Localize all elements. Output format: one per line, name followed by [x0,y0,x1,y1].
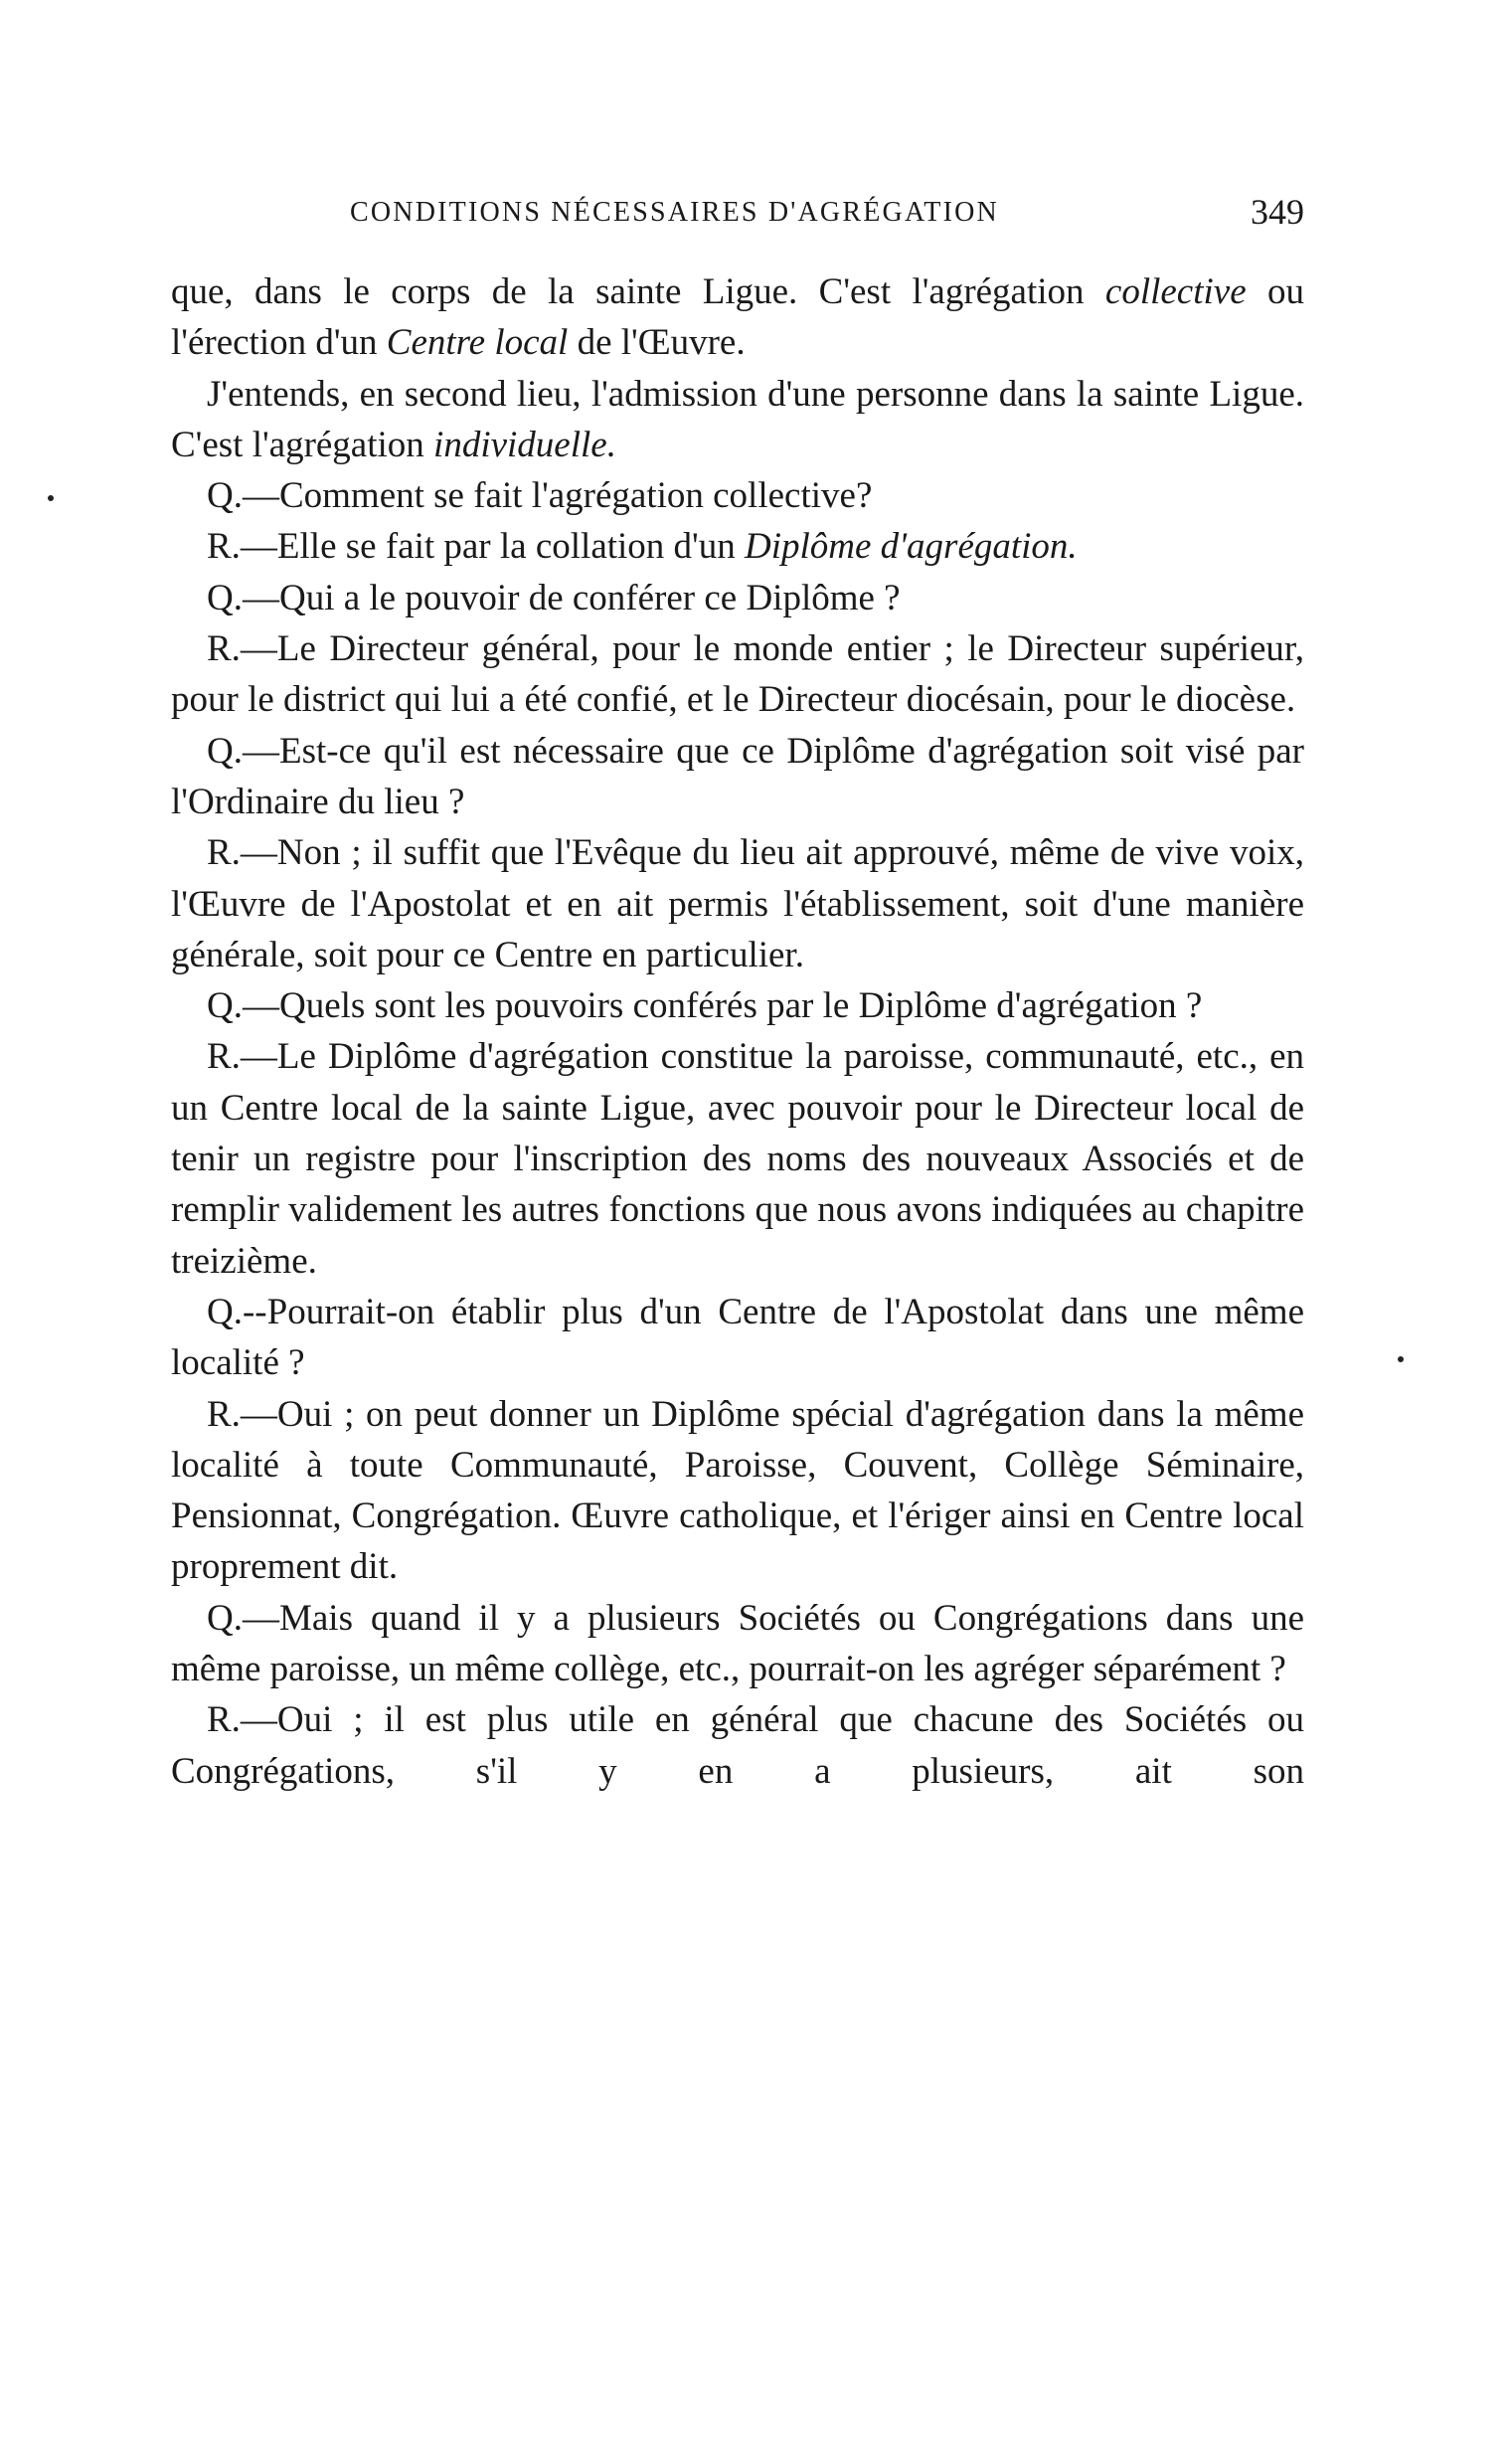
italic-run: individuelle. [433,424,616,465]
text-run: Q.—Quels sont les pouvoirs conférés par le Diplôme d'agrégation ? [207,985,1203,1027]
text-run: J'entends, en second lieu, l'admission d'une personne dans la sainte Ligue. C'est l'agrégation [171,373,1304,465]
text-run: Q.—Est-ce qu'il est nécessaire que ce Diplôme d'agrégation soit visé par l'Ordinaire du lieu ? [171,730,1304,822]
page-number: 349 [1251,192,1304,232]
running-title: CONDITIONS NÉCESSAIRES D'AGRÉGATION [350,197,999,228]
text-run: R.—Le Directeur général, pour le monde entier ; le Directeur supérieur, pour le district qui lui a été confié, et le Directeur diocésain, pour le diocèse. [171,628,1304,721]
running-head [171,191,1304,241]
paragraph [171,1031,1304,1286]
paragraph [171,827,1304,980]
text-run: que, dans le corps de la sainte Ligue. C'est l'agrégation [171,271,1105,312]
italic-run: Diplôme d'agrégation. [744,526,1078,568]
body-text [171,266,1304,1797]
italic-run: collective [1104,271,1247,312]
text-run: de l'Œuvre. [568,322,746,364]
text-run: Q.—Comment se fait l'agrégation collective? [207,475,873,517]
text-run: Q.—Mais quand il y a plusieurs Sociétés ou Congrégations dans une même paroisse, un même collège, etc., pourrait-on les agréger séparément ? [171,1597,1304,1690]
text-run: R.—Elle se fait par la collation d'un [207,526,745,568]
text-run: R.—Non ; il suffit que l'Evêque du lieu ait approuvé, même de vive voix, l'Œuvre de l'Apostolat et en ait permis l'établissement, soit d'une manière générale, soit pour ce Centre en particulier. [171,832,1304,975]
paragraph [171,573,1304,623]
paragraph [171,1694,1304,1797]
italic-run: Centre local [386,322,569,364]
paragraph [171,266,1304,369]
paragraph [171,1287,1304,1389]
paragraph [171,1389,1304,1593]
paragraph [171,521,1304,572]
paragraph [171,1593,1304,1695]
paragraph [171,623,1304,726]
paragraph [171,470,1304,521]
text-run: R.—Oui ; on peut donner un Diplôme spécial d'agrégation dans la même localité à toute Communauté, Paroisse, Couvent, Collège Séminaire, Pensionnat, Congrégation. Œuvre catholique, et l'ériger ainsi en Centre local proprement dit. [171,1393,1304,1588]
paragraph [171,980,1304,1031]
margin-speck [1398,1356,1404,1362]
text-run: R.—Le Diplôme d'agrégation constitue la paroisse, communauté, etc., en un Centre local de la sainte Ligue, avec pouvoir pour le Directeur local de tenir un registre pour l'inscription des noms des nouveaux Associés et de remplir validement les autres fonctions que nous avons indiquées au chapitre treizième. [171,1036,1304,1282]
text-run: Q.--Pourrait-on établir plus d'un Centre de l'Apostolat dans une même localité ? [171,1291,1304,1384]
text-run: R.—Oui ; il est plus utile en général que chacune des Sociétés ou Congrégations, s'il y en a plusieurs, ait son [171,1699,1304,1792]
text-run: ou l'érection d'un [171,271,1304,364]
text-run: Q.—Qui a le pouvoir de conférer ce Diplôme ? [207,577,901,618]
margin-speck [48,495,54,501]
paragraph [171,726,1304,828]
paragraph [171,369,1304,471]
